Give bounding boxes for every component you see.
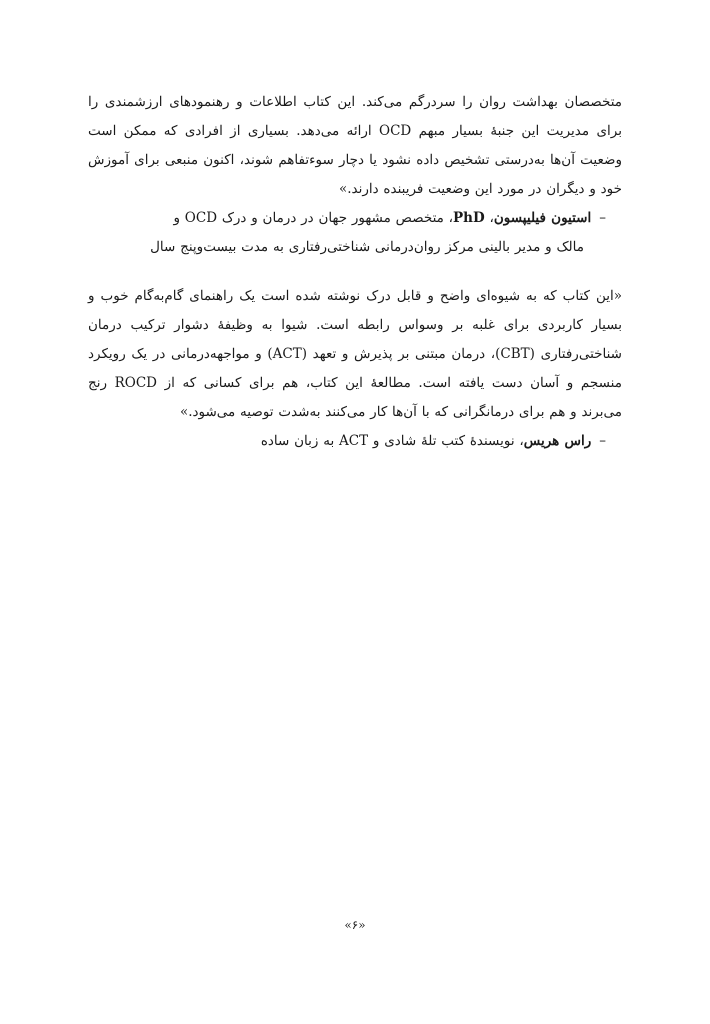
endorsement-paragraph-2: «این کتاب که به شیوه‌ای واضح و قابل درک نوشته شده است یک راهنمای گام‌به‌گام خوب و بسیار کاربردی برای غلبه بر وسواس رابطه است. شیوا به وظیفهٔ دشوار ترکیب درمان شناختی‌رفتاری (CBT)، درمان مبتنی بر پذیرش و تعهد (ACT) و مواجهه‌درمانی در یک رویکرد منسجم و آسان دست یافته است. مطالعهٔ این کتاب، هم برای کسانی که از ROCD رنج می‌برند و هم برای درمانگرانی که با آن‌ها کار می‌کنند به‌شدت توصیه می‌شود.» <box>88 288 622 420</box>
page-number: «۶» <box>344 918 366 932</box>
endorsement-attribution-1 <box>88 204 622 233</box>
attribution-dash: – <box>599 210 606 226</box>
author-description-continuation: مالک و مدیر بالینی مرکز روان‌درمانی شناختی‌رفتاری به مدت بیست‌وپنج سال <box>150 239 584 255</box>
author-description: ، متخصص مشهور جهان در درمان و درک OCD و <box>173 210 454 226</box>
author-name: استیون فیلیپسون <box>493 210 592 226</box>
endorsement-block-1 <box>88 88 622 262</box>
author-name: راس هریس <box>523 433 592 449</box>
attribution-dash: – <box>599 433 606 449</box>
endorsement-block-2 <box>88 282 622 456</box>
author-degree: PhD <box>453 210 485 226</box>
endorsement-paragraph-1: متخصصان بهداشت روان را سردرگم می‌کند. این کتاب اطلاعات و رهنمودهای ارزشمندی را برای مدیریت این جنبهٔ بسیار مبهم OCD ارائه می‌دهد. بسیاری از افرادی که ممکن است وضعیت آن‌ها به‌درستی تشخیص داده نشود یا دچار سوءتفاهم شوند، اکنون منبعی برای آموزش خود و دیگران در مورد این وضعیت فریبنده دارند.» <box>88 94 623 197</box>
author-description: نویسندهٔ کتب تلهٔ شادی و ACT به زبان ساده <box>260 433 515 449</box>
author-separator: ، <box>484 210 494 226</box>
endorsement-attribution-2 <box>88 427 622 456</box>
author-separator: ، <box>514 433 524 449</box>
